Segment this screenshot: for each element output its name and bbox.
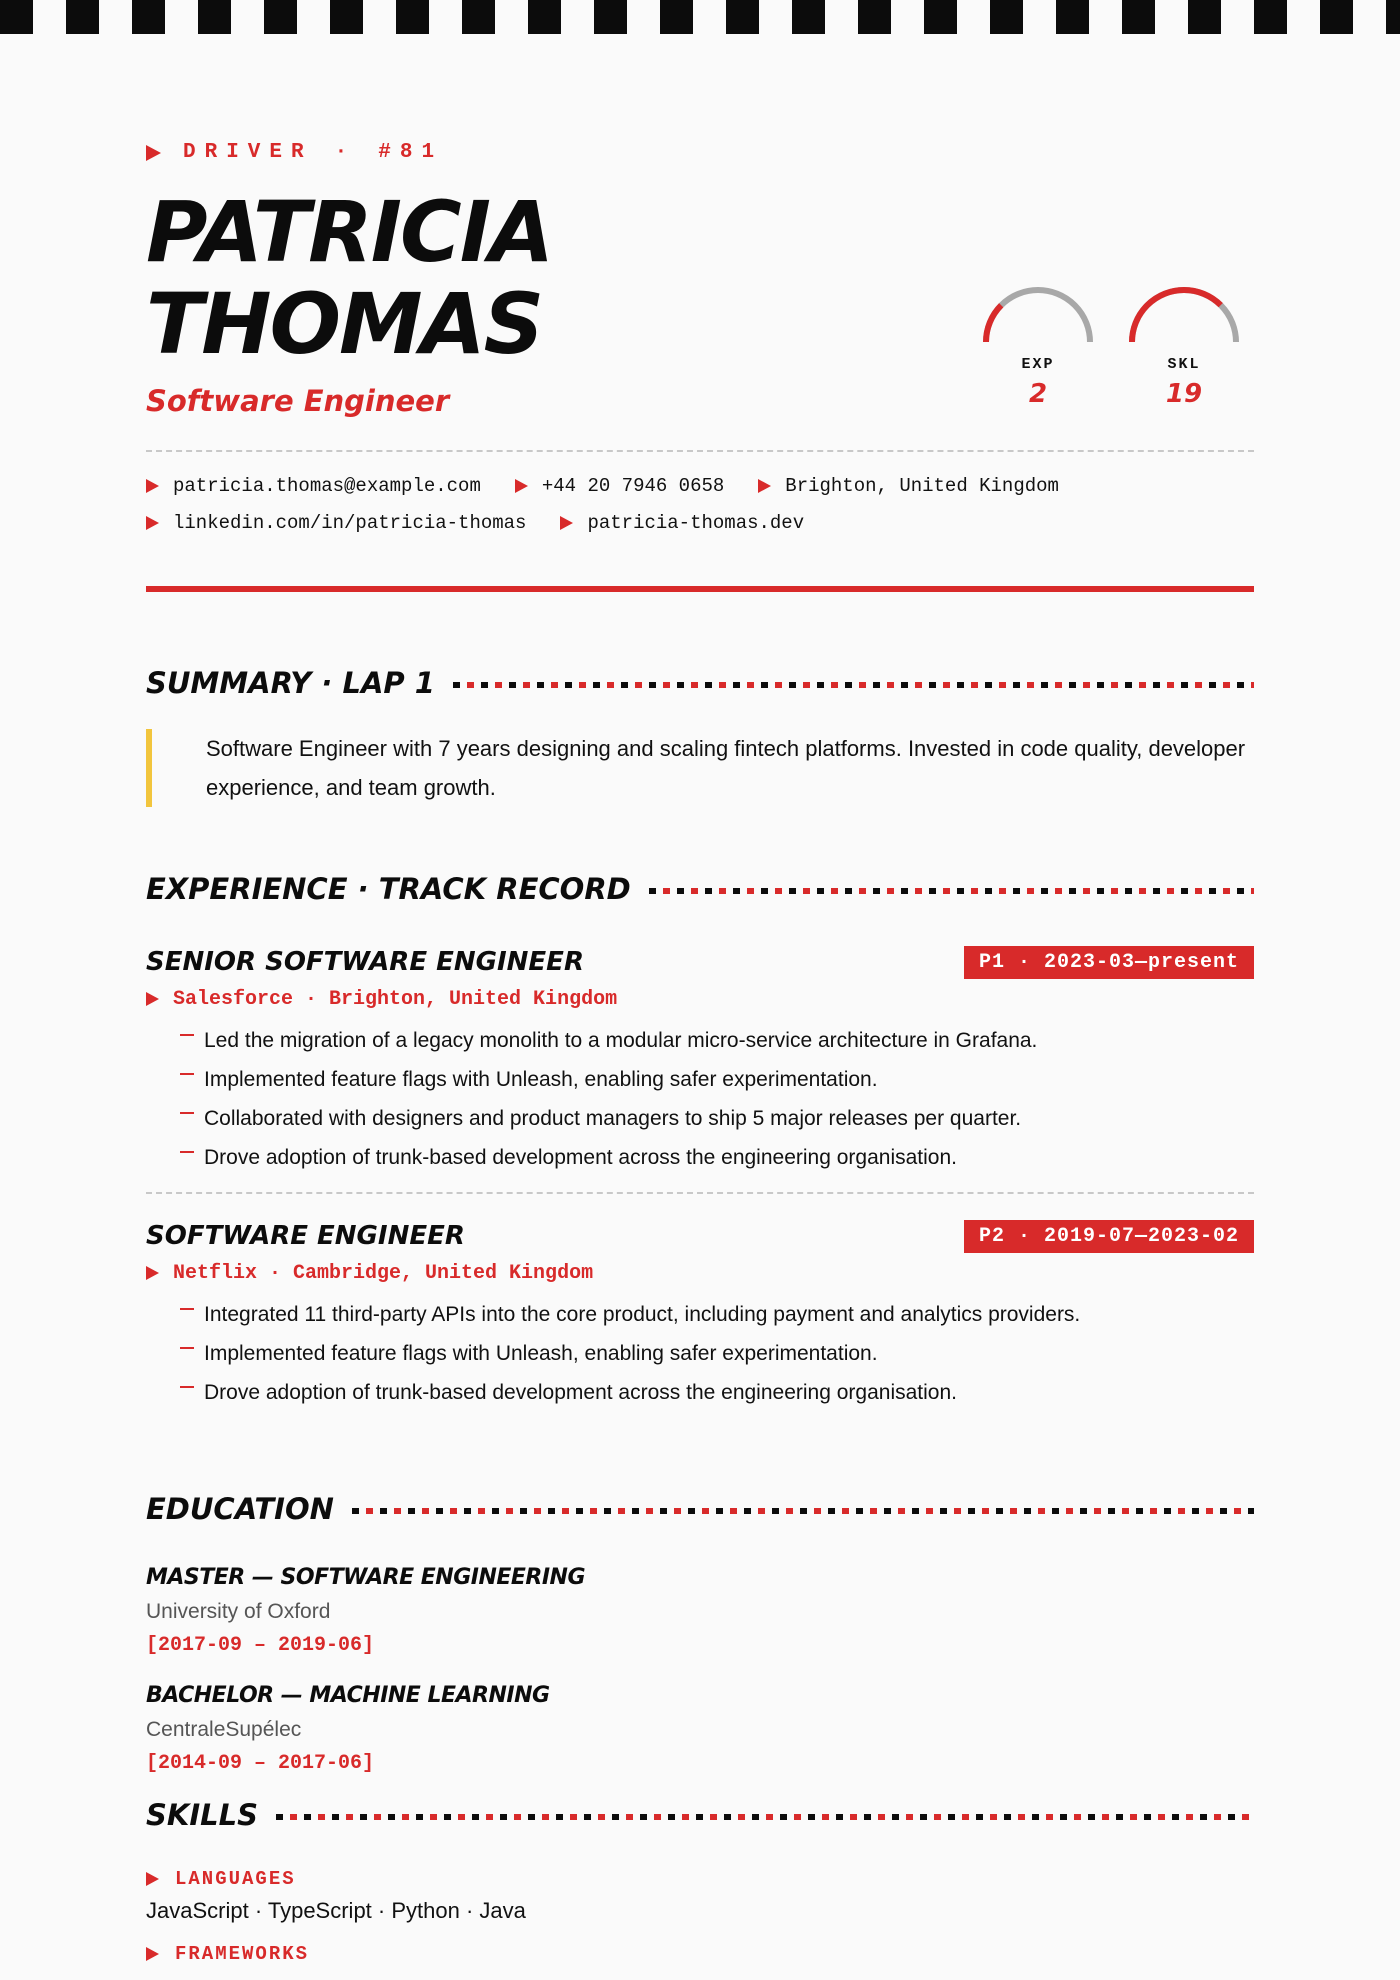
gauge-skl-value: 19 [1165,379,1203,409]
bullet-triangle-icon [146,1872,159,1886]
bullet-text: Integrated 11 third-party APIs into the core product, including payment and analytics providers. [204,1303,1081,1326]
bullet-triangle-icon [758,479,771,493]
bullet-text: Drove adoption of trunk-based development across the engineering organisation. [204,1381,957,1404]
bullet-triangle-icon [146,992,159,1006]
company-text: Salesforce · Brighton, United Kingdom [173,987,618,1011]
job-title: SENIOR SOFTWARE ENGINEER [146,947,584,977]
dash-icon [180,1073,194,1075]
skill-category-label: FRAMEWORKS [175,1943,310,1965]
bullet-text: Collaborated with designers and product managers to ship 5 major releases per quarter. [204,1107,1022,1130]
triangle-flag-icon [146,145,161,161]
job-role: Software Engineer [146,384,450,418]
skill-list-languages: JavaScript · TypeScript · Python · Java [146,1898,526,1923]
company-text: Netflix · Cambridge, United Kingdom [173,1261,594,1285]
gauge-skl-label: SKL [1167,356,1201,373]
bullet-triangle-icon [146,516,159,530]
dash-icon [180,1112,194,1114]
education-title: EDUCATION [146,1492,334,1526]
education-dates: [2017-09 – 2019-06] [146,1634,375,1657]
contact-website[interactable] [560,512,804,534]
driver-kicker [146,141,443,164]
experience-heading [146,872,1254,906]
bullet-triangle-icon [146,479,159,493]
list-item [180,1138,1254,1177]
gauge-skl [1126,282,1242,409]
stat-gauges [980,282,1242,409]
position-badge: P2 · 2019-07—2023-02 [964,1220,1254,1253]
list-item [180,1060,1254,1099]
bullet-triangle-icon [146,1947,159,1961]
skill-category-label: LANGUAGES [175,1868,296,1890]
job-divider [146,1192,1254,1194]
job-header [146,943,1254,981]
dash-icon [180,1034,194,1036]
bullet-text: Drove adoption of trunk-based development across the engineering organisation. [204,1146,957,1169]
job-entry [146,1217,1254,1412]
contact-location [758,475,1059,497]
skill-category-languages [146,1868,296,1890]
job-bullets [146,1295,1254,1412]
contact-email[interactable] [146,475,481,497]
summary-title: SUMMARY · LAP 1 [146,666,435,700]
contact-row [146,504,1254,541]
section-dotted-rule [649,888,1254,894]
contact-row [146,467,1254,504]
degree-title: BACHELOR — MACHINE LEARNING [146,1683,550,1708]
dash-icon [180,1308,194,1310]
gauge-exp-arc-icon [980,282,1096,348]
gauge-exp-label: EXP [1021,356,1055,373]
degree-title: MASTER — SOFTWARE ENGINEERING [146,1565,586,1590]
education-heading [146,1492,1254,1526]
kicker-label: DRIVER [183,141,313,164]
last-name: THOMAS [146,275,543,373]
bullet-triangle-icon [560,516,573,530]
header-red-rule [146,586,1254,592]
location-text: Brighton, United Kingdom [785,474,1059,497]
school-name: University of Oxford [146,1600,331,1623]
skill-category-frameworks [146,1943,309,1965]
gauge-exp [980,282,1096,409]
list-item [180,1334,1254,1373]
section-dotted-rule [352,1508,1254,1514]
header-divider [146,450,1254,452]
experience-title: EXPERIENCE · TRACK RECORD [146,872,631,906]
job-company [146,1255,1254,1291]
education-entry [146,1683,1254,1775]
candidate-name [146,183,552,373]
list-item [180,1373,1254,1412]
job-header [146,1217,1254,1255]
contact-linkedin[interactable] [146,512,526,534]
section-dotted-rule [453,682,1254,688]
phone-text: +44 20 7946 0658 [541,474,725,497]
linkedin-text: linkedin.com/in/patricia-thomas [173,511,527,534]
bullet-triangle-icon [515,479,528,493]
school-name: CentraleSupélec [146,1718,302,1741]
kicker-number: #81 [378,141,444,164]
job-company [146,981,1254,1017]
job-title: SOFTWARE ENGINEER [146,1221,465,1251]
email-text: patricia.thomas@example.com [173,474,481,497]
skills-heading [146,1798,1254,1832]
job-bullets [146,1021,1254,1177]
checkered-flag-border [0,0,1400,34]
website-text: patricia-thomas.dev [587,511,805,534]
job-entry [146,943,1254,1177]
skills-title: SKILLS [146,1798,258,1832]
bullet-text: Led the migration of a legacy monolith to a modular micro-service architecture in Grafana. [204,1029,1038,1052]
gauge-skl-arc-icon [1126,282,1242,348]
dash-icon [180,1386,194,1388]
list-item [180,1295,1254,1334]
education-entry [146,1565,1254,1657]
gauge-exp-value: 2 [1028,379,1048,409]
dash-icon [180,1151,194,1153]
summary-block [146,729,1260,807]
list-item [180,1021,1254,1060]
list-item [180,1099,1254,1138]
contact-phone[interactable] [515,475,724,497]
bullet-text: Implemented feature flags with Unleash, enabling safer experimentation. [204,1342,878,1365]
bullet-text: Implemented feature flags with Unleash, enabling safer experimentation. [204,1068,878,1091]
position-badge: P1 · 2023-03—present [964,946,1254,979]
first-name: PATRICIA [146,183,552,281]
contact-block [146,467,1254,541]
summary-text: Software Engineer with 7 years designing and scaling fintech platforms. Invested in code quality, developer experience, and team growth. [206,736,1246,800]
section-dotted-rule [276,1814,1254,1820]
education-dates: [2014-09 – 2017-06] [146,1752,375,1775]
dash-icon [180,1347,194,1349]
bullet-triangle-icon [146,1266,159,1280]
summary-heading [146,666,1254,700]
kicker-separator: · [334,141,357,164]
